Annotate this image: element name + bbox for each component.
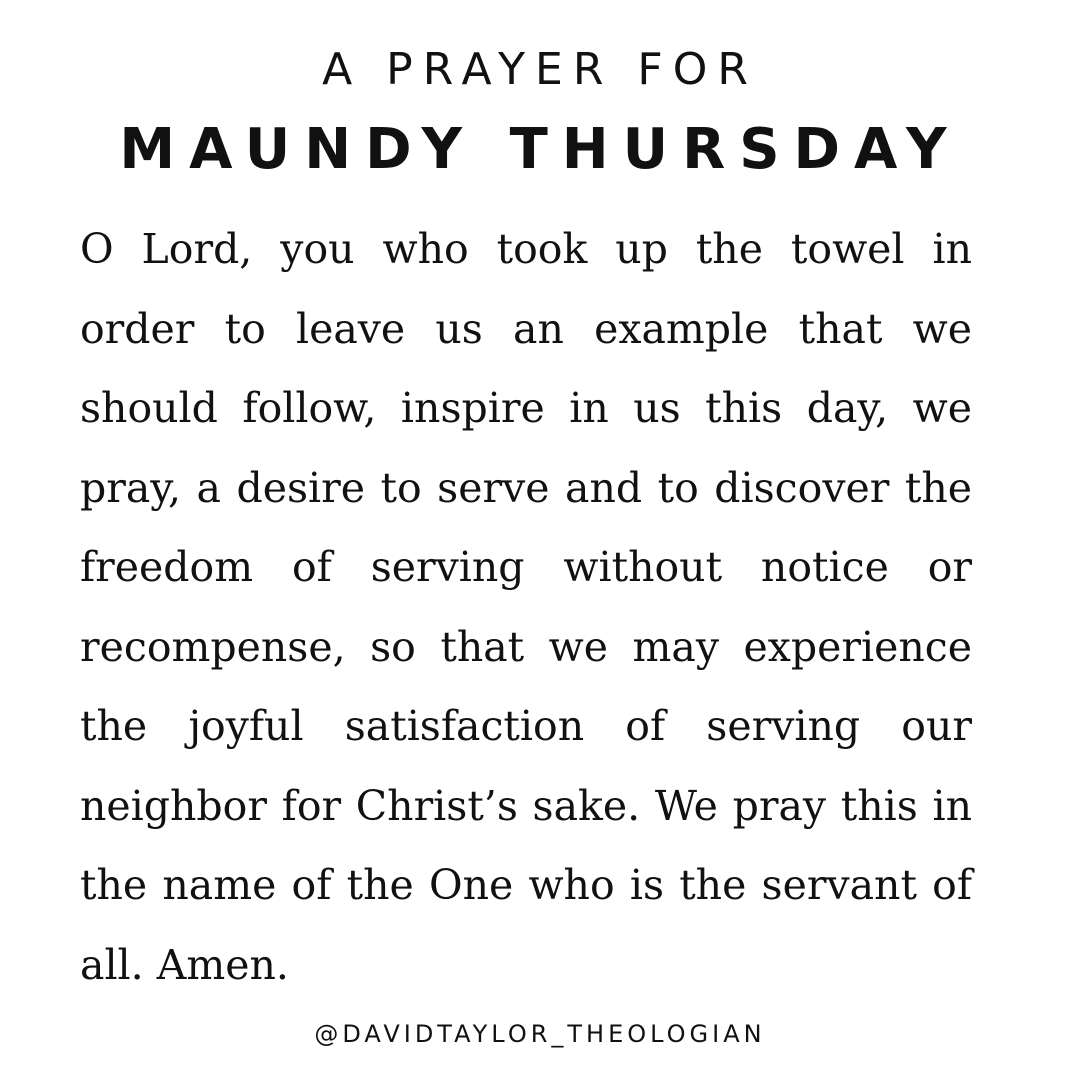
subtitle: A PRAYER FOR: [322, 44, 758, 95]
author-handle: @DAVIDTAYLOR_THEOLOGIAN: [314, 1020, 766, 1048]
prayer-text: O Lord, you who took up the towel in order to leave us an example that we should follow, inspire in us this day, we pray, a desire to serve and to discover the freedom of serving without notice or recompense, so that we may experience the joyful satisfaction of serving our neighbor for Christ’s sake. We pray this in the name of the One who is the servant of all. Amen.: [80, 225, 972, 989]
page-title: MAUNDY THURSDAY: [119, 117, 961, 182]
